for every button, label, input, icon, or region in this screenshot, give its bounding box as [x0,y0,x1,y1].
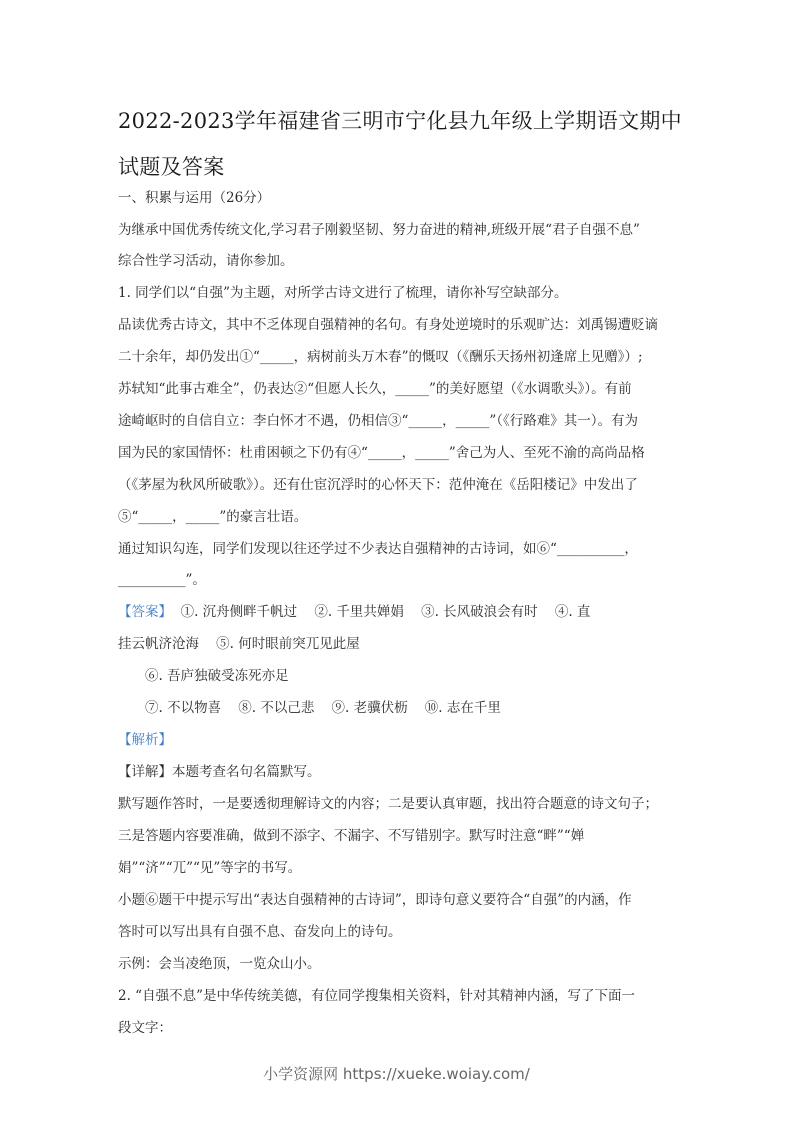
answer-line-1 [118,600,678,620]
paragraph-line: 二十余年，却仍发出①“_____，病树前头万木春”的慨叹（《酬乐天扬州初逢席上见赠》）; [118,349,643,365]
footer-watermark: 小学资源网 https://xueke.woiay.com/ [263,1065,530,1083]
paragraph-line: 为继承中国优秀传统文化,学习君子刚毅坚韧、努力奋进的精神,班级开展“君子自强不息” [118,222,640,238]
paragraph-line: 苏轼知“此事古难全”，仍表达②“但愿人长久，_____”的美好愿望（《水调歌头》）。有前 [118,381,632,397]
analysis-example: 示例：会当凌绝顶，一览众山小。 [118,956,321,972]
analysis-line: 【详解】本题考查名句名篇默写。 [118,764,321,780]
paragraph-line: 国为民的家国情怀：杜甫困顿之下仍有④“_____，_____”舍己为人、至死不渝的高尚品格 [118,445,645,461]
title-line-2: 试题及答案 [118,155,225,179]
answer-line-3: ⑥. 吾庐独破受冻死亦足 [145,668,289,684]
analysis-label: 【解析】 [118,732,172,748]
paragraph-line: __________”。 [118,572,206,588]
paragraph-line: 品读优秀古诗文，其中不乏体现自强精神的名句。有身处逆境时的乐观旷达：刘禹锡遭贬谪 [118,317,658,333]
section-heading: 一、积累与运用（26分） [118,190,271,206]
answer-label: 【答案】 [118,604,172,620]
analysis-line: 三是答题内容要准确，做到不添字、不漏字、不写错别字。默写时注意“畔”“婵 [118,828,585,844]
document-title [118,98,688,190]
analysis-line: 娟”“济”“兀”“见”等字的书写。 [118,860,302,876]
answer-text: ①. 沉舟侧畔千帆过 ②. 千里共婵娟 ③. 长风破浪会有时 ④. 直 [172,604,591,620]
paragraph-line: ⑤“_____，_____”的豪言壮语。 [118,509,308,525]
paragraph-line: （《茅屋为秋风所破歌》）。还有仕宦沉浮时的心怀天下：范仲淹在《岳阳楼记》中发出了 [118,477,638,493]
question-2-cont: 段文字： [118,1020,172,1036]
answer-line-2: 挂云帆济沧海 ⑤. 何时眼前突兀见此屋 [118,636,360,652]
paragraph-line: 途崎岖时的自信自立：李白怀才不遇，仍相信③“_____，_____”（《行路难》其一）。有为 [118,413,639,429]
question-1: 1. 同学们以“自强”为主题，对所学古诗文进行了梳理，请你补写空缺部分。 [118,285,568,301]
analysis-line: 默写题作答时，一是要透彻理解诗文的内容；二是要认真审题，找出符合题意的诗文句子； [118,796,658,812]
answer-line-4: ⑦. 不以物喜 ⑧. 不以己悲 ⑨. 老骥伏枥 ⑩. 志在千里 [145,700,501,716]
title-line-1: 2022-2023学年福建省三明市宁化县九年级上学期语文期中 [118,109,682,133]
analysis-line: 答时可以写出具有自强不息、奋发向上的诗句。 [118,924,402,940]
analysis-line: 小题⑥题干中提示写出“表达自强精神的古诗词”，即诗句意义要符合“自强”的内涵，作 [118,892,632,908]
paragraph-line: 通过知识勾连，同学们发现以往还学过不少表达自强精神的古诗词，如⑥“__________， [118,541,638,557]
question-2: 2. “自强不息”是中华传统美德，有位同学搜集相关资料，针对其精神内涵，写了下面一 [118,988,635,1004]
paragraph-line: 综合性学习活动，请你参加。 [118,253,294,269]
